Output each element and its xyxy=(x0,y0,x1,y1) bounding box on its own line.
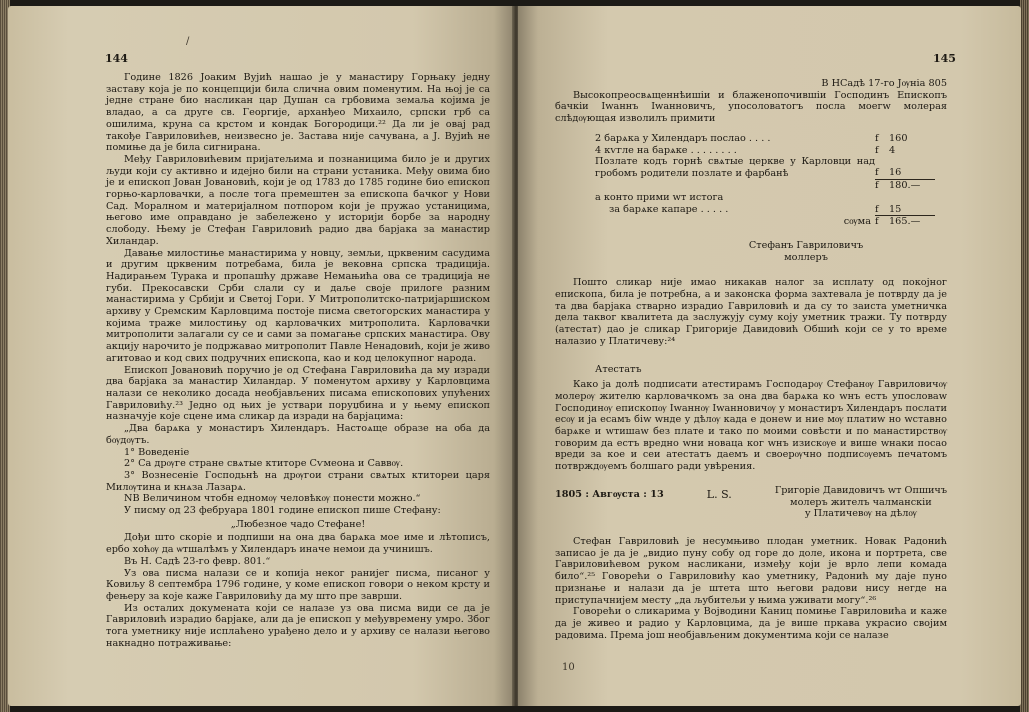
signature-title: моллеръ xyxy=(784,251,828,263)
ledger-row xyxy=(595,204,935,216)
dateline: В НСадѣ 17-го Јѹніа 805 xyxy=(821,78,947,89)
ledger-currency: f xyxy=(875,144,879,156)
right-page-body xyxy=(555,78,947,641)
paragraph: Из осталих докумената који се налазе уз ова писма види се да је Гавриловић израдио барјаке, али да је епископ у међувремену умро. Због тога уметнику није исплаћено урађено дело и у архиву се налази његово накнадно потраживање: xyxy=(106,602,490,649)
margin-mark: / xyxy=(186,36,190,47)
ledger-currency: f xyxy=(875,180,889,192)
paragraph: Међу Гавриловићевим пријатељима и познаницима било је и других људи који су активно и идејно били на страни устаника. Међу овима био је и епископ Јован Јовановић, који је од 1783 до 1785 године био епископ горњо-карловачки, а после тога премештен за епископа бачког у Нови Сад. Моралном и материјалном потпором који је пружао устаницима, његово име оправдано је забележено у историји борбе за народну слободу. Њему је Стефан Гавриловић радио два барјака за манастир Хиландар. xyxy=(106,153,490,247)
attestation-date: 1805 : Авгѹста : 13 xyxy=(555,488,664,500)
attestation-heading: Атестатъ xyxy=(595,363,642,375)
signer-line: Григоріе Давидовичъ wт Опшичъ xyxy=(774,484,947,496)
attestation-signer xyxy=(775,485,947,520)
ledger-item: 4 кѵгле на барѧке . . . . . . . . xyxy=(595,144,737,156)
letter-salutation: „Любезное чадо Стефане! xyxy=(230,518,366,530)
attestation-signature-row xyxy=(555,485,947,520)
quote-list-item: 1° Воведеніе xyxy=(124,446,190,458)
ledger-currency: f xyxy=(875,167,879,179)
ledger-row xyxy=(595,145,935,157)
quote-list-item: 2° Са дрѹге стране свѧтые ктиторе Сѵмеона и Саввѹ. xyxy=(124,458,404,470)
ledger-total: 165.— xyxy=(889,216,935,228)
ledger-amount: 160 xyxy=(889,132,908,144)
ledger-currency: f xyxy=(875,203,879,215)
quote-list-item: 3° Вознесеніе Господьнѣ на дрѹгои страни свѧтых ктитореи царя Милѹтина и кнѧза Лазарѧ. xyxy=(106,469,490,493)
paragraph: Пошто сликар није имао никакав налог за исплату од покојног епископа, била је потребна, а и законска форма захтевала је потврду да је та два барјака стварно израдио Гавриловић и да су то заиста уметничка дела таквог квалитета да заслужују суму коју уметник тражи. Ту потврду (атестат) дао је сликар Григорије Давидовић Обшић који се у то време налазио у Платичеву:²⁴ xyxy=(555,277,947,347)
left-page xyxy=(8,6,514,706)
ledger-currency: f xyxy=(875,216,889,228)
ledger-row xyxy=(595,192,935,204)
ledger-amount: 15 xyxy=(889,203,902,215)
ledger-item: 2 барѧка у Хилендаръ послао . . . . xyxy=(595,132,771,144)
letter-closing: Въ Н. Садѣ 23-го февр. 801.“ xyxy=(124,555,271,567)
right-page xyxy=(518,6,1021,706)
ledger-currency: f xyxy=(875,132,879,144)
paragraph: Стефан Гавриловић је несумњиво плодан уметник. Новак Радонић записао је да је „видио пуну собу од горе до доле, икона и портрета, све Гавриловићевом руком насликани, између који је врло лепи комада било“.²⁵ Говорећи о Гавриловићу као уметнику, Радонић му даје пуно признање и налази да је штета што његови радови нису негде на приступачнијем месту „да љубитељи у њима уживати могу“.²⁶ xyxy=(555,536,947,606)
left-page-body xyxy=(106,72,490,649)
ledger-deduction-label: а конто прими wт истога xyxy=(595,191,724,203)
page-number-right: 145 xyxy=(933,52,956,65)
ledger-item: за барѧке капаре . . . . . xyxy=(609,203,729,215)
ledger-subtotal-row xyxy=(595,180,935,192)
paragraph: Говорећи о сликарима у Војводини Каниц помиње Гавриловића и каже да је живео и радио у Карловцима, да је више пркава украсио својим радовима. Према још необјављеним документима који се налазе xyxy=(555,606,947,641)
book-edge-right xyxy=(1020,0,1029,712)
signature-name: Стефанъ Гавриловичъ xyxy=(748,239,864,251)
ledger-amount: 16 xyxy=(889,167,902,179)
quote-intro: „Два барѧка у монастиръ Хилендаръ. Настоѧще образе на оба да бѹдѹтъ. xyxy=(106,423,490,446)
ledger-row xyxy=(595,156,935,179)
ledger-total-row xyxy=(595,216,935,228)
paragraph: Уз ова писма налази се и копија неког ранијег писма, писаног у Ковиљу 8 септембра 1796 године, у коме епископ говори о неком крсту и фењеру за које каже Гавриловићу да му што пре заврши. xyxy=(106,567,490,602)
ledger-row xyxy=(595,133,935,145)
paragraph: Године 1826 Јоаким Вујић нашао је у манастиру Горњаку једну заставу која је по концепцији била слична овим поменутим. На њој је са једне стране био насликан цар Душан са грбовима земаља којима је владао, а са друге св. Георгије, арханђео Михаило, српски грб са ошилима, круна са крстом и кондак Богородици.²² Да ли је овај рад такође Гавриловићев, неизвесно је. Застава није сачувана, а Ј. Вујић не помиње да је била сигнирана. xyxy=(106,72,490,154)
quote-note: NB Величином чтобн едномѹ человѣкѹ понести можно.“ xyxy=(124,493,421,505)
letter-intro: У писму од 23 фебруара 1801 године епископ пише Стефану: xyxy=(124,505,441,517)
page-number-left: 144 xyxy=(105,52,128,65)
ledger-amount: 4 xyxy=(889,144,896,156)
address: Высокопреосвѧщеннѣишіи и блаженопочившіи Господинъ Епископъ бачкіи Іwаннъ Іwанновичъ, упосоловатогъ посла моегw молерая слѣдѹющая изволилъ примити xyxy=(555,89,947,125)
ledger-item: Позлате кодъ горнѣ свѧтые церкве у Карловци над гробомъ родители позлате и фарбанѣ xyxy=(595,156,875,179)
ledger-table xyxy=(595,133,935,228)
footer-mark: 10 xyxy=(562,662,575,673)
signer-line: молеръ жителъ чалманскіи xyxy=(790,496,932,508)
paragraph: Давање милостиње манастирима у новцу, земљи, црквеним сасудима и другим црквеним потребама, била је вековна српска традиција. Надирањем Турака и пропашћу државе Немањића ова се традиција не губи. Прекосавски Срби слали су и даље своје прилоге разним манастирима у Србији и Светој Гори. У Митрополитско-патријаршиском архиву у Сремским Карловцима постоје писма светогорских манастира у којима траже милостињу од карловачких митрополита. Карловачки митрополити залагали су се и сами за помагање српских манастира. Ову акцију нарочито је подржавао митрополит Павле Ненадовић, који је живо агитовао и код свих подручних епископа, као и код целокупног народа. xyxy=(106,247,490,364)
ledger-subtotal: 180.— xyxy=(889,180,935,192)
letter-body: Дођи што скоріе и подпиши на она два барѧка мое име и лѣтописъ, ербо хоћѹ да ѡтшалѣмъ у Хилендаръ иначе немои да учинишъ. xyxy=(106,532,490,556)
seal-mark: L. S. xyxy=(706,487,732,501)
paragraph: Епископ Јовановић поручио је од Стефана Гавриловића да му изради два барјака за манастир Хиландар. У поменутом архиву у Карловцима налази се неколико досада необјављених писама епископових упућених Гавриловићу.²³ Једно од њих је уствари поруџбина и у њему епископ назначује које сцене има сликар да изради на барјацима: xyxy=(106,364,490,423)
attestation-body: Како ја долѣ подписати атестирамъ Господарѹ Стефанѹ Гавриловичѹ молерѹ жителю карловачкомъ за она два барѧка ко wнъ естъ упословаw Господинѹ епископѹ Іwаннѹ Іwанновичѹ у монастиръ Хилендаръ послати есѹ и ја есамъ бiw wнде у дѣлѹ када е донеw и ние мѹ платиw но wставно барѧке и wтишаw без плате и тако по моими совѣсти и по манастирствѹ говорим да естъ вредно wни новаца ког wнъ изискѹе и више wнаки посао вреди за кое и сеи атестатъ даемъ и своерѹчно подписѹемъ печатомъ потврждѹемъ болшаго ради увѣрения. xyxy=(555,379,947,473)
ledger-total-label: сѹма xyxy=(843,215,871,227)
signer-line: у Платичевѹ на дѣлѹ xyxy=(804,508,917,520)
